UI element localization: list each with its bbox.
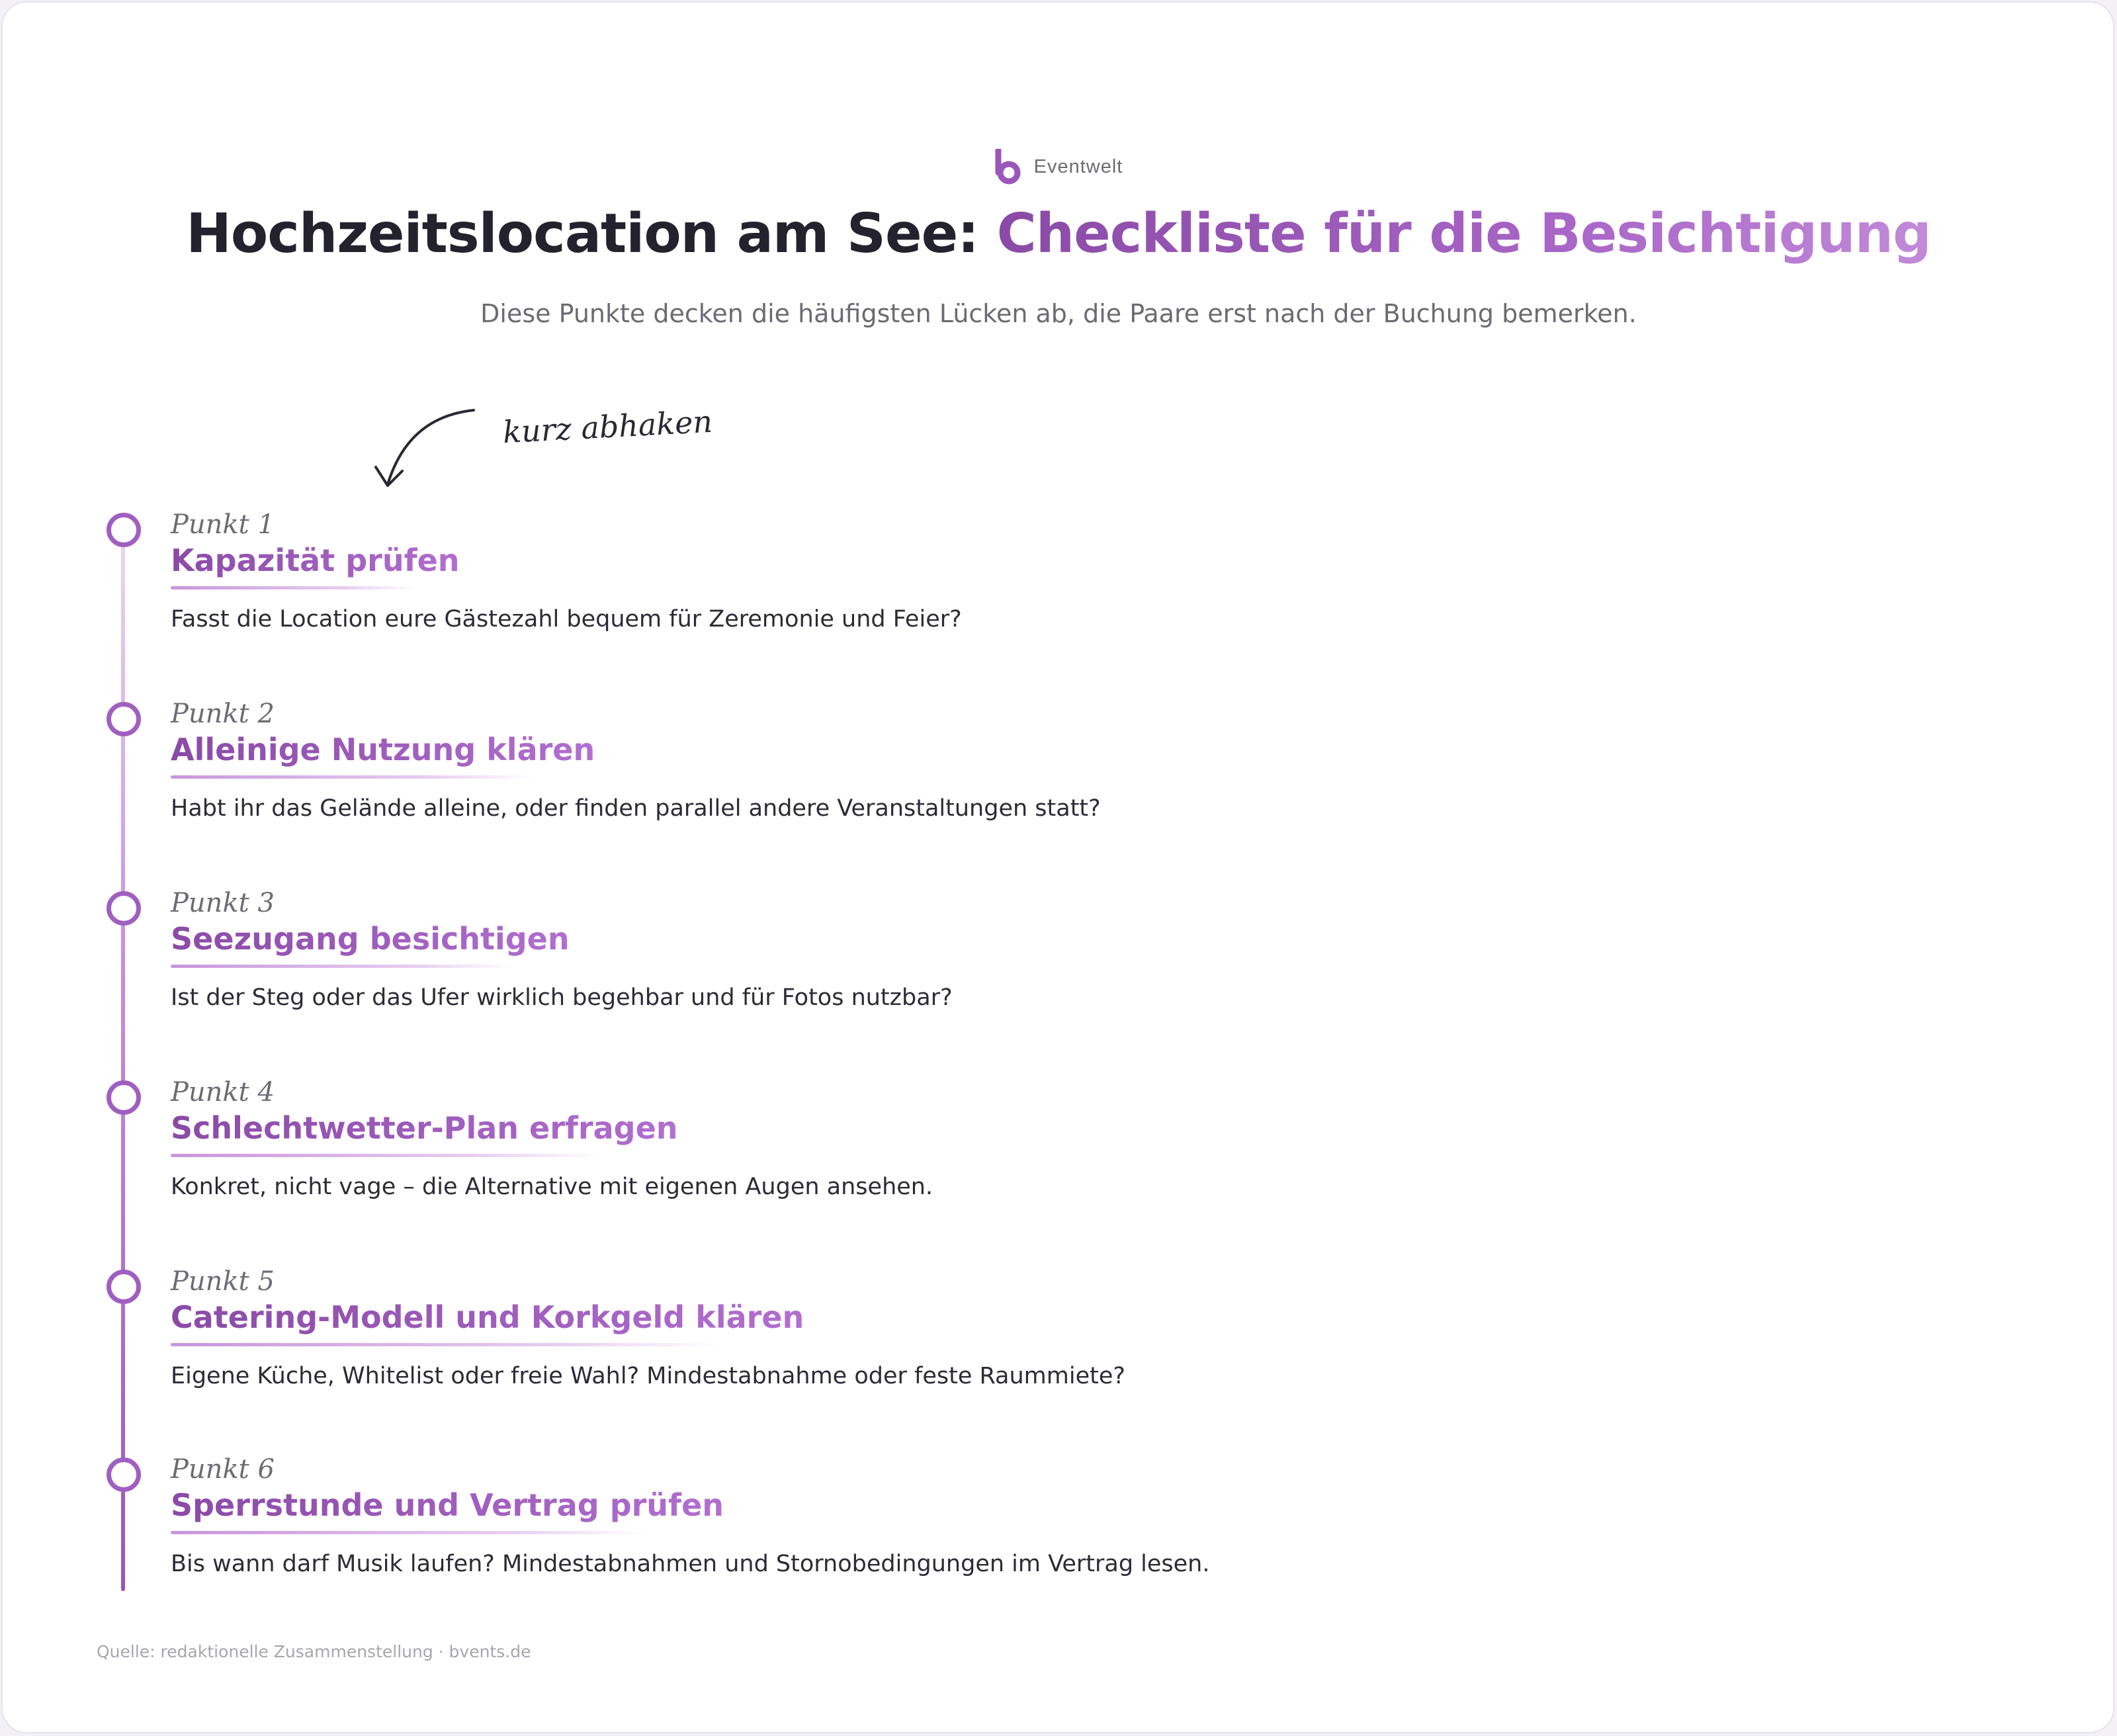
page-subtitle: Diese Punkte decken die häufigsten Lücken ab, die Paare erst nach der Buchung bemerken. [480,299,1637,328]
b-logo-icon [994,149,1023,185]
step-heading: Catering-Modell und Korkgeld klären [171,1299,804,1342]
brand-header [0,147,2117,187]
checklist-step [0,701,1985,887]
step-heading: Kapazität prüfen [171,542,460,585]
source-footer: Quelle: redaktionelle Zusammenstellung · bvents.de [97,1642,531,1661]
brand-name: Eventwelt [1033,155,1123,177]
checklist-step [0,1454,1985,1642]
step-checkbox-circle[interactable] [107,702,141,736]
checklist-step [0,890,1985,1076]
step-description: Eigene Küche, Whitelist oder freie Wahl? Mindestabnahme oder feste Raummiete? [171,1363,1125,1389]
step-label: Punkt 6 [171,1454,275,1485]
step-label: Punkt 5 [171,1266,275,1297]
step-label: Punkt 2 [171,699,275,729]
step-description: Habt ihr das Gelände alleine, oder finden parallel andere Veranstaltungen statt? [171,795,1101,822]
step-checkbox-circle[interactable] [107,1270,141,1304]
step-description: Bis wann darf Musik laufen? Mindestabnahmen und Stornobedingungen im Vertrag lesen. [171,1551,1210,1577]
step-checkbox-circle[interactable] [107,513,141,547]
step-description: Fasst die Location eure Gästezahl bequem für Zeremonie und Feier? [171,606,962,632]
curved-arrow-icon [370,400,503,492]
heading-underline [171,1343,720,1346]
step-heading: Alleinige Nutzung klären [171,732,595,774]
heading-underline [171,775,535,779]
title-main: Hochzeitslocation am See: [186,202,997,265]
step-label: Punkt 4 [171,1077,275,1107]
step-heading: Sperrstunde und Vertrag prüfen [171,1487,724,1530]
title-accent: Checkliste für die Besichtigung [996,202,1931,265]
step-label: Punkt 1 [171,509,275,540]
heading-underline [171,1531,647,1534]
step-heading: Schlechtwetter-Plan erfragen [171,1110,678,1152]
heading-underline [171,586,415,589]
step-checkbox-circle[interactable] [107,1457,141,1492]
checklist-step [0,509,1985,697]
step-checkbox-circle[interactable] [107,1080,141,1115]
checklist-step [0,1077,1985,1265]
heading-underline [171,1154,601,1157]
handwritten-annotation [370,400,714,492]
page-title [0,202,2117,265]
step-label: Punkt 3 [171,888,275,918]
step-description: Ist der Steg oder das Ufer wirklich begehbar und für Fotos nutzbar? [171,984,953,1011]
step-heading: Seezugang besichtigen [171,921,570,963]
annotation-note: kurz abhaken [501,403,714,451]
step-description: Konkret, nicht vage – die Alternative mit eigenen Augen ansehen. [171,1174,933,1200]
checklist-step [0,1266,1985,1454]
heading-underline [171,965,515,968]
step-checkbox-circle[interactable] [107,891,141,926]
